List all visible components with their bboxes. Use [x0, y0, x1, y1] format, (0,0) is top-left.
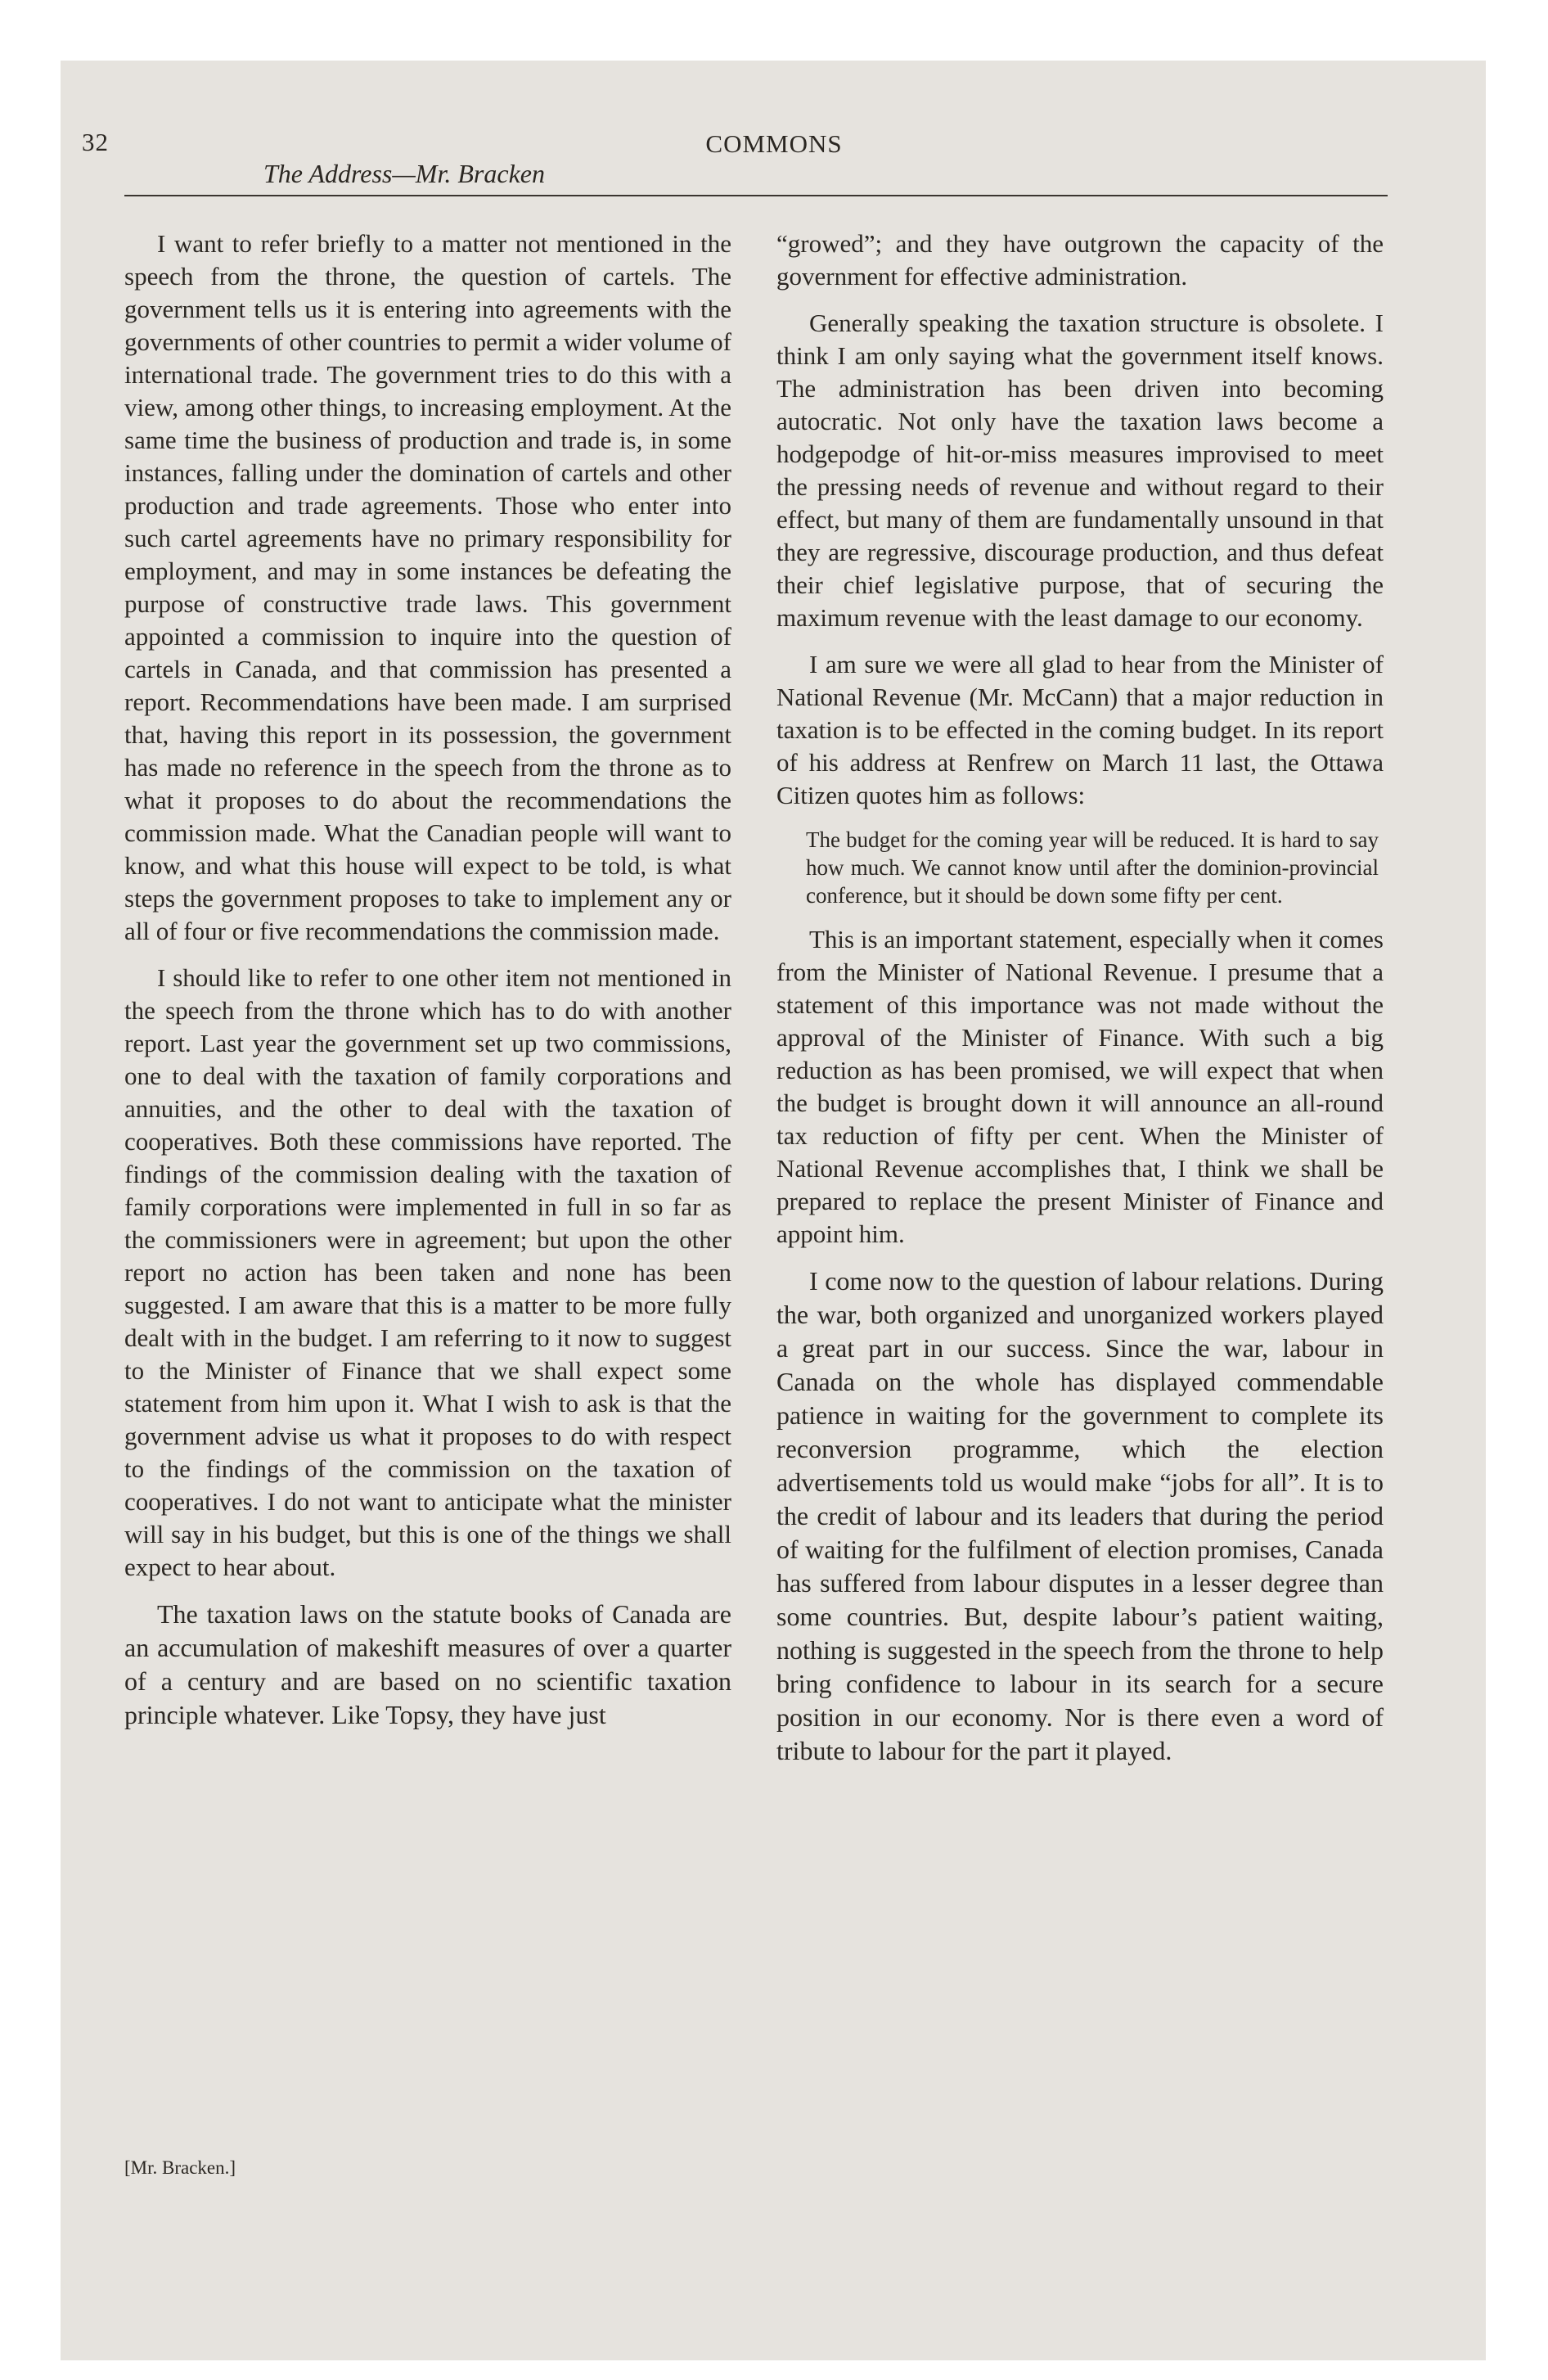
- paragraph: The taxation laws on the statute books of Canada are an accumulation of makeshift measures of over a quarter of a century and are based on no scientific taxation principle whatever. Like Topsy, they have just: [124, 1599, 731, 1729]
- paragraph: “growed”; and they have outgrown the capacity of the government for effective administration.: [776, 229, 1384, 291]
- paragraph: This is an important statement, especially when it comes from the Minister of National Revenue. I presume that a statement of this importance was not made without the approval of the Minister of Finance. With such a big reduction as has been promised, we will expect that when the budget is brought down it will announce an all-round tax reduction of fifty per cent. When the Minister of National Revenue accomplishes that, I think we shall be prepared to replace the present Minister of Finance and appoint him.: [776, 925, 1384, 1248]
- paragraph: I want to refer briefly to a matter not mentioned in the speech from the throne, the question of cartels. The government tells us it is entering into agreements with the governments of other countries to permit a wider volume of international trade. The government tries to do this with a view, among other things, to increasing employment. At the same time the business of production and trade is, in some instances, falling under the domination of cartels and other production and trade agreements. Those who enter into such cartel agreements have no primary responsibility for employment, and may in some instances be defeating the purpose of constructive trade laws. This government appointed a commission to inquire into the question of cartels in Canada, and that commission has presented a report. Recommendations have been made. I am surprised that, having this report in its possession, the government has made no reference in the speech from the throne as to what it proposes to do about the recommendations the commission made. What the Canadian people will want to know, and what this house will expect to be told, is what steps the government proposes to take to implement any or all of four or five recommendations the commission made.: [124, 229, 731, 945]
- paragraph: I should like to refer to one other item not mentioned in the speech from the throne which has to do with another report. Last year the government set up two commissions, one to deal with the taxation of family corporations and annuities, and the other to deal with the taxation of cooperatives. Both these commissions have reported. The findings of the commission dealing with the taxation of family corporations were implemented in full in so far as the commissioners were in agreement; but upon the other report no action has been taken and none has been suggested. I am aware that this is a matter to be more fully dealt with in the budget. I am referring to it now to suggest to the Minister of Finance that we shall expect some statement from him upon it. What I wish to ask is that the government advise us what it proposes to do with respect to the findings of the commission on the taxation of cooperatives. I do not want to anticipate what the minister will say in his budget, but this is one of the things we shall expect to hear about.: [124, 963, 731, 1581]
- section-title: COMMONS: [705, 129, 843, 158]
- right-column: [776, 228, 1384, 1782]
- paragraph: Generally speaking the taxation structure is obsolete. I think I am only saying what the government itself knows. The administration has been driven into becoming autocratic. Not only have the taxation laws become a hodgepodge of hit-or-miss measures improvised to meet the pressing needs of revenue and without regard to their effect, but many of them are fundamentally unsound in that they are regressive, discourage production, and thus defeat their chief legislative purpose, that of securing the maximum revenue with the least damage to our economy.: [776, 309, 1384, 632]
- speaker-tag: [Mr. Bracken.]: [124, 2157, 236, 2178]
- page-number: 32: [82, 128, 109, 156]
- block-quote: The budget for the coming year will be reduced. It is hard to say how much. We cannot know until after the dominion-provincial conference, but it should be down some fifty per cent.: [806, 827, 1379, 908]
- left-column: [124, 228, 731, 1746]
- header-rule: [124, 195, 1388, 196]
- paragraph: I come now to the question of labour relations. During the war, both organized and unorganized workers played a great part in our success. Since the war, labour in Canada on the whole has displayed commendable patience in waiting for the government to complete its reconversion programme, which the election advertisements told us would make “jobs for all”. It is to the credit of labour and its leaders that during the period of waiting for the fulfilment of election promises, Canada has suffered from labour disputes in a lesser degree than some countries. But, despite labour’s patient waiting, nothing is suggested in the speech from the throne to help bring confidence to labour in its search for a secure position in our economy. Nor is there even a word of tribute to labour for the part it played.: [776, 1266, 1384, 1765]
- paragraph: I am sure we were all glad to hear from the Minister of National Revenue (Mr. McCann) that a major reduction in taxation is to be effected in the coming budget. In its report of his address at Renfrew on March 11 last, the Ottawa Citizen quotes him as follows:: [776, 650, 1384, 809]
- running-title: The Address—Mr. Bracken: [263, 159, 545, 188]
